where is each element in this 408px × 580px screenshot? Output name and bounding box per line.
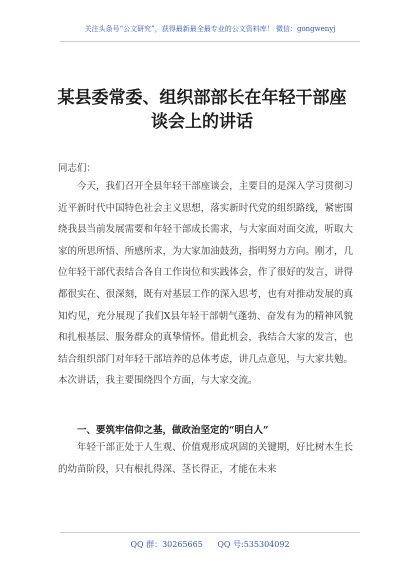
header-note: 关注头条号“公文研究”，获得最新最全最专业的公文资料库！ 微信：gongwenyj [60,24,360,42]
footer-qq-group: QQ 群：30265665 [130,540,203,549]
salutation: 同志们： [58,163,97,174]
footer-contacts [60,532,360,550]
section-paragraph: 年轻干部正处于人生观、价值观形成巩固的关键期，好比树木生长的幼苗阶段，只有根扎得深、茎长得正，才能在未来 [58,442,353,475]
document-title: 某县委常委、组织部部长在年轻干部座谈会上的讲话 [57,88,347,132]
footer-qq-number: QQ 号:535304092 [217,540,290,549]
section-heading: 一、要筑牢信仰之基，做政治坚定的“明白人” [77,425,269,436]
body-paragraph: 今天，我们召开全县年轻干部座谈会，主要目的是深入学习贯彻习近平新时代中国特色社会主义思想，落实新时代党的组织路线，紧密围绕我县当前发展需要和年轻干部成长需求，与大家面对面交流，听取大家的所思所悟、所感所求，为大家加油鼓劲，指明努力方向。刚才，几位年轻干部代表结合各自工作岗位和实践体会，作了很好的发言，讲得都很实在、很深刻，既有对基层工作的深入思考，也有对推动发展的真知灼见，充分展现了我们X县年轻干部朝气蓬勃、奋发有为的精神风貌和扎根基层、服务群众的真挚情怀。借此机会，我结合大家的发言，也结合组织部门对年轻干部培养的总体考虑，讲几点意见，与大家共勉。本次讲话，我主要围绕四个方面，与大家交流。 [58,181,353,387]
